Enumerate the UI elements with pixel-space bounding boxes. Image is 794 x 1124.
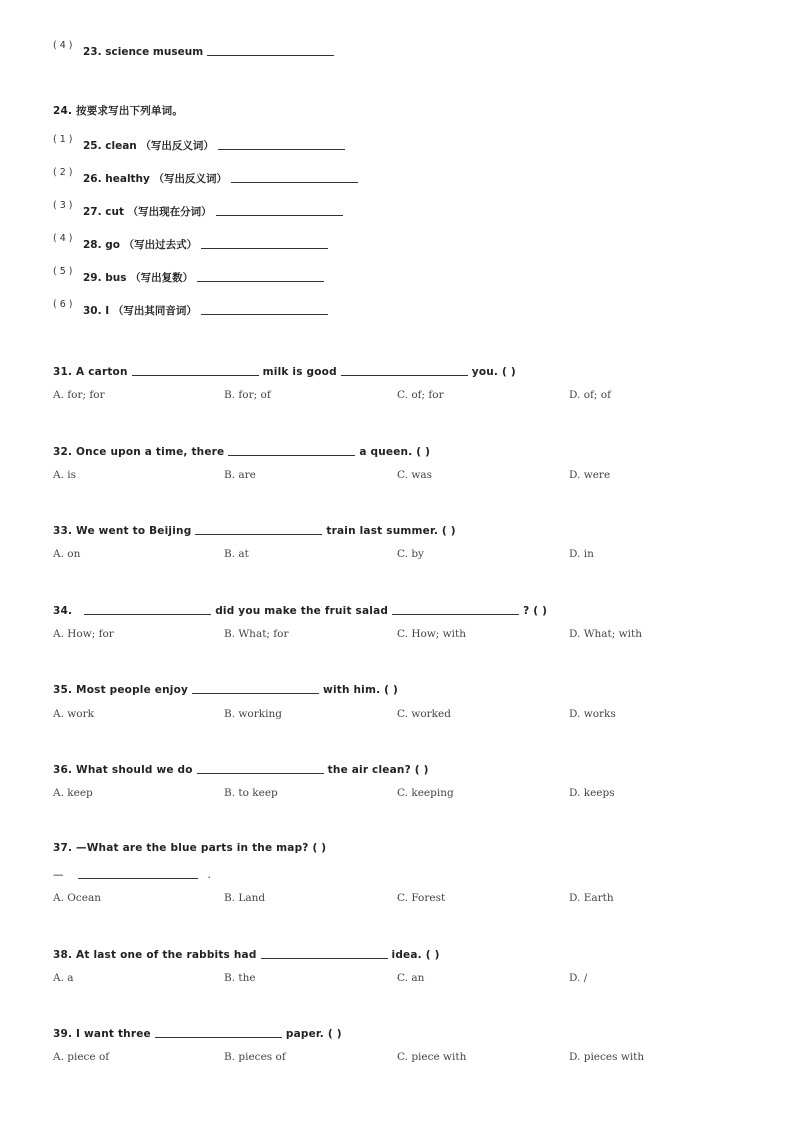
question-37: 37. —What are the blue parts in the map? ( ) — [53, 842, 327, 854]
answer-blank[interactable] — [341, 364, 468, 376]
question-text: 34. — [53, 605, 73, 617]
option-a[interactable]: A. Ocean — [53, 892, 101, 904]
question-text: paper. ( ) — [285, 1028, 342, 1040]
answer-blank[interactable] — [392, 603, 519, 615]
answer-blank[interactable] — [84, 603, 211, 615]
question-text: 38. At last one of the rabbits had — [53, 949, 257, 961]
question-text: with him. ( ) — [323, 684, 399, 696]
answer-dash-line — [53, 867, 211, 881]
option-b[interactable]: B. the — [224, 972, 256, 984]
sub-item-number: ( 1 ) — [53, 134, 73, 145]
question-35 — [53, 682, 398, 696]
option-d[interactable]: D. were — [569, 469, 611, 481]
question-text: 33. We went to Beijing — [53, 525, 192, 537]
question-32 — [53, 444, 430, 458]
answer-blank[interactable] — [197, 270, 324, 282]
option-b[interactable]: B. for; of — [224, 389, 271, 401]
option-c[interactable]: C. was — [397, 469, 432, 481]
answer-blank[interactable] — [216, 204, 343, 216]
question-text: 31. A carton — [53, 366, 128, 378]
option-b[interactable]: B. are — [224, 469, 256, 481]
question-text: idea. ( ) — [391, 949, 440, 961]
question-text: train last summer. ( ) — [326, 525, 456, 537]
option-d[interactable]: D. of; of — [569, 389, 612, 401]
answer-blank[interactable] — [228, 444, 355, 456]
sub-item-text: 25. clean （写出反义词） — [83, 140, 214, 152]
answer-blank[interactable] — [195, 523, 322, 535]
question-text: 39. I want three — [53, 1028, 151, 1040]
answer-blank[interactable] — [261, 947, 388, 959]
option-d[interactable]: D. works — [569, 708, 616, 720]
answer-blank[interactable] — [155, 1026, 282, 1038]
option-c[interactable]: C. an — [397, 972, 425, 984]
dash: — — [53, 869, 64, 881]
sub-item-number: ( 5 ) — [53, 266, 73, 277]
answer-blank[interactable] — [201, 237, 328, 249]
answer-blank[interactable] — [231, 171, 358, 183]
answer-blank[interactable] — [132, 364, 259, 376]
option-a[interactable]: A. keep — [53, 787, 93, 799]
sub-item-text: 30. I （写出其同音词） — [83, 305, 197, 317]
sub-item-text: 27. cut （写出现在分词） — [83, 206, 212, 218]
option-d[interactable]: D. pieces with — [569, 1051, 645, 1063]
question-24-heading: 24. 按要求写出下列单词。 — [53, 105, 184, 117]
question-text: milk is good — [262, 366, 337, 378]
question-31 — [53, 364, 516, 378]
sub-item-text: 28. go （写出过去式） — [83, 239, 198, 251]
question-text: 35. Most people enjoy — [53, 684, 189, 696]
option-a[interactable]: A. work — [53, 708, 94, 720]
option-d[interactable]: D. Earth — [569, 892, 614, 904]
question-34 — [53, 603, 547, 617]
sub-item-number: ( 2 ) — [53, 167, 73, 178]
option-b[interactable]: B. to keep — [224, 787, 278, 799]
option-d[interactable]: D. keeps — [569, 787, 615, 799]
option-c[interactable]: C. keeping — [397, 787, 454, 799]
option-b[interactable]: B. Land — [224, 892, 266, 904]
option-c[interactable]: C. by — [397, 548, 424, 560]
answer-blank[interactable] — [197, 762, 324, 774]
question-text: a queen. ( ) — [359, 446, 431, 458]
question-39 — [53, 1026, 342, 1040]
option-d[interactable]: D. What; with — [569, 628, 642, 640]
option-a[interactable]: A. How; for — [53, 628, 114, 640]
sub-item-number: ( 4 ) — [53, 40, 73, 51]
question-text: 36. What should we do — [53, 764, 193, 776]
option-c[interactable]: C. piece with — [397, 1051, 467, 1063]
sub-item-text: 29. bus （写出复数） — [83, 272, 194, 284]
answer-blank[interactable] — [218, 138, 345, 150]
answer-blank[interactable] — [192, 682, 319, 694]
option-d[interactable]: D. / — [569, 972, 588, 984]
option-b[interactable]: B. working — [224, 708, 282, 720]
question-38 — [53, 947, 440, 961]
option-d[interactable]: D. in — [569, 548, 594, 560]
option-a[interactable]: A. piece of — [53, 1051, 110, 1063]
sub-item-number: ( 3 ) — [53, 200, 73, 211]
option-b[interactable]: B. pieces of — [224, 1051, 286, 1063]
option-b[interactable]: B. at — [224, 548, 249, 560]
question-text: 32. Once upon a time, there — [53, 446, 225, 458]
question-text: did you make the fruit salad — [215, 605, 389, 617]
option-c[interactable]: C. worked — [397, 708, 451, 720]
option-a[interactable]: A. a — [53, 972, 74, 984]
question-33 — [53, 523, 456, 537]
sub-item-text: 26. healthy （写出反义词） — [83, 173, 228, 185]
option-b[interactable]: B. What; for — [224, 628, 289, 640]
answer-blank[interactable] — [201, 303, 328, 315]
answer-blank[interactable] — [78, 867, 198, 879]
sub-item-text: 23. science museum — [83, 46, 204, 58]
question-36 — [53, 762, 429, 776]
option-c[interactable]: C. How; with — [397, 628, 467, 640]
question-text: you. ( ) — [471, 366, 516, 378]
question-text: the air clean? ( ) — [327, 764, 429, 776]
sub-item-number: ( 4 ) — [53, 233, 73, 244]
option-a[interactable]: A. for; for — [53, 389, 105, 401]
option-c[interactable]: C. Forest — [397, 892, 446, 904]
sub-item-number: ( 6 ) — [53, 299, 73, 310]
option-c[interactable]: C. of; for — [397, 389, 444, 401]
question-text: ? ( ) — [523, 605, 548, 617]
period: . — [207, 869, 211, 881]
answer-blank[interactable] — [207, 44, 334, 56]
option-a[interactable]: A. is — [53, 469, 77, 481]
option-a[interactable]: A. on — [53, 548, 81, 560]
